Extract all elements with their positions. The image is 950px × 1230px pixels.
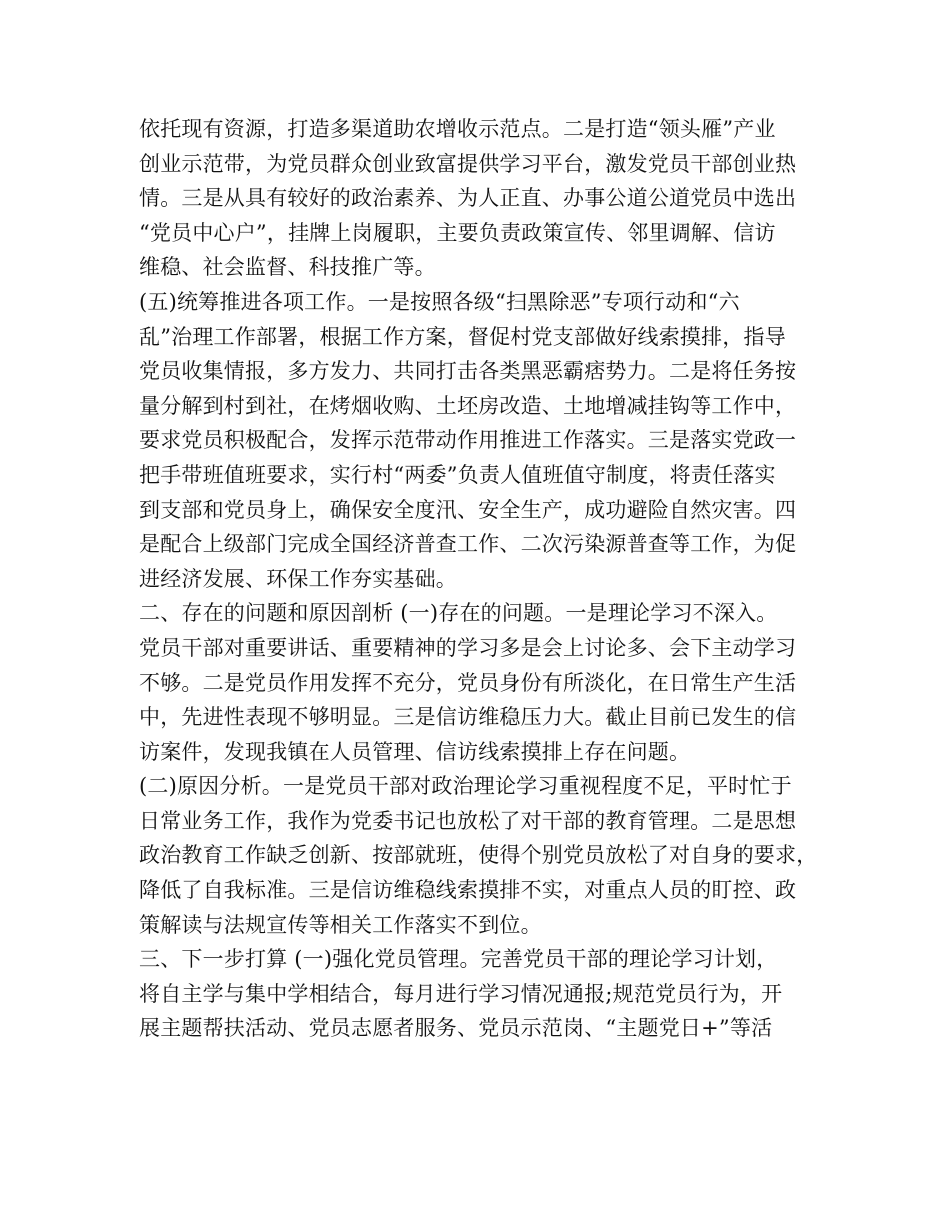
text-line: 依托现有资源，打造多渠道助农增收示范点。二是打造“领头雁”产业 — [139, 117, 776, 141]
text-line: 展主题帮扶活动、党员志愿者服务、党员示范岗、“主题党日+”等活 — [139, 1016, 773, 1041]
text-line: 不够。二是党员作用发挥不充分，党员身份有所淡化，在日常生产生活 — [139, 670, 797, 695]
text-line: 情。三是从具有较好的政治素养、为人正直、办事公道公道党员中选出 — [139, 186, 797, 211]
text-line: 政治教育工作缺乏创新、按部就班，使得个别党员放松了对自身的要求， — [139, 843, 818, 868]
text-line: 策解读与法规宣传等相关工作落实不到位。 — [139, 912, 542, 937]
text-line: 将自主学与集中学相结合，每月进行学习情况通报;规范党员行为，开 — [139, 981, 783, 1006]
text-line: 乱”治理工作部署，根据工作方案，督促村党支部做好线索摸排，指导 — [139, 324, 786, 349]
document-body — [139, 112, 829, 1046]
text-line: (二)原因分析。一是党员干部对政治理论学习重视程度不足，平时忙于 — [139, 774, 792, 799]
text-line: 日常业务工作，我作为党委书记也放松了对干部的教育管理。二是思想 — [139, 808, 797, 833]
text-line: 是配合上级部门完成全国经济普查工作、二次污染源普查等工作，为促 — [139, 532, 797, 557]
text-line: 量分解到村到社，在烤烟收购、土坯房改造、土地增减挂钩等工作中， — [139, 393, 797, 418]
text-line: 中，先进性表现不够明显。三是信访维稳压力大。截止目前已发生的信 — [139, 705, 797, 730]
text-line: 把手带班值班要求，实行村“两委”负责人值班值守制度，将责任落实 — [139, 462, 776, 487]
text-line: 二、存在的问题和原因剖析 (一)存在的问题。一是理论学习不深入。 — [139, 601, 778, 626]
text-line: 创业示范带，为党员群众创业致富提供学习平台，激发党员干部创业热 — [139, 151, 797, 176]
text-line: 党员干部对重要讲话、重要精神的学习多是会上讨论多、会下主动学习 — [139, 635, 797, 660]
text-line: 党员收集情报，多方发力、共同打击各类黑恶霸痞势力。二是将任务按 — [139, 359, 797, 384]
text-line: 进经济发展、环保工作夯实基础。 — [139, 566, 457, 591]
text-line: 降低了自我标准。三是信访维稳线索摸排不实，对重点人员的盯控、政 — [139, 878, 797, 903]
text-line: 到支部和党员身上，确保安全度汛、安全生产，成功避险自然灾害。四 — [139, 497, 797, 522]
text-line: 维稳、社会监督、科技推广等。 — [139, 255, 436, 280]
text-line: 访案件，发现我镇在人员管理、信访线索摸排上存在问题。 — [139, 739, 691, 764]
text-line: 要求党员积极配合，发挥示范带动作用推进工作落实。三是落实党政一 — [139, 428, 797, 453]
text-line: (五)统筹推进各项工作。一是按照各级“扫黑除恶”专项行动和“六 — [139, 289, 740, 314]
text-line: 三、下一步打算 (一)强化党员管理。完善党员干部的理论学习计划， — [139, 947, 778, 972]
text-line: “党员中心户”，挂牌上岗履职，主要负责政策宣传、邻里调解、信访 — [139, 220, 776, 245]
